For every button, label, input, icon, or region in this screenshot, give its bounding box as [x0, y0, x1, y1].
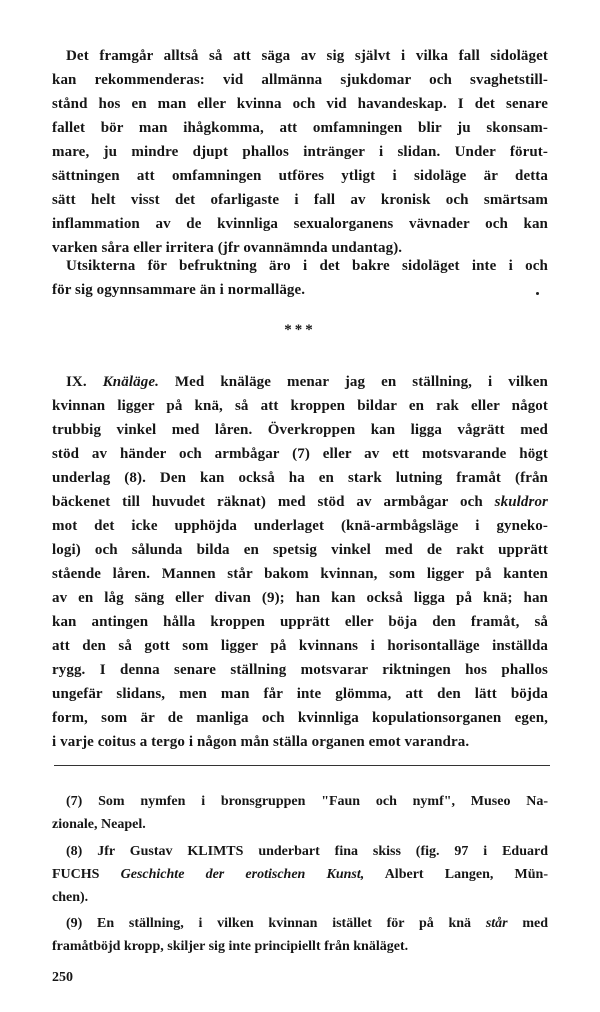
- page-number: 250: [52, 970, 73, 985]
- footnote-line: framåtböjd kropp, skiljer sig inte principiellt från knäläget.: [52, 939, 409, 954]
- section-separator: ***: [284, 322, 316, 338]
- text-line: av en låg säng eller divan (9); han kan också ligga på knä; han: [52, 590, 548, 606]
- text-line: logi) och sålunda bilda en spetsig vinkel med de rakt upprätt: [52, 542, 548, 558]
- footnote-line: chen).: [52, 890, 89, 905]
- text-line: kan rekommenderas: vid allmänna sjukdomar och svaghetstill-: [52, 72, 548, 88]
- italic-word: skuldror: [494, 494, 548, 510]
- footnote-line: [52, 863, 548, 886]
- footnote-line: (7) Som nymfen i bronsgruppen "Faun och nymf", Museo Na-: [66, 794, 548, 809]
- text-fragment: med: [522, 916, 549, 931]
- book-title: Geschichte der erotischen Kunst,: [120, 867, 365, 882]
- text-line: att den så gott som ligger på kvinnans i horisontalläge inställda: [52, 638, 548, 654]
- footnote-divider: [54, 765, 550, 766]
- footnote-8: [52, 840, 548, 909]
- italic-word: står: [485, 916, 508, 931]
- text-line-with-italic: [52, 490, 548, 514]
- footnote-line: (8) Jfr Gustav KLIMTS underbart fina skiss (fig. 97 i Eduard: [66, 844, 548, 859]
- publisher: Albert Langen, Mün-: [384, 867, 549, 882]
- text-line: kvinnan ligger på knä, så att kroppen bildar en rak eller något: [52, 398, 548, 414]
- stray-dot: [536, 292, 539, 295]
- paragraph-fertility: [52, 254, 548, 302]
- section-term: Knäläge.: [102, 374, 159, 390]
- author-name: FUCHS: [52, 867, 100, 882]
- text-line: i varje coitus a tergo i någon mån ställa organen emot varandra.: [52, 734, 470, 750]
- text-line: trubbig vinkel med låren. Överkroppen kan ligga vågrätt med: [52, 422, 548, 438]
- footnote-line: [52, 912, 548, 935]
- text-line: mot det icke upphöjda underlaget (knä-armbågsläge i gyneko-: [52, 518, 548, 534]
- text-line: fallet bör man ihågkomma, att omfamningen blir ju skonsam-: [52, 120, 548, 136]
- text-line: Det framgår alltså så att säga av sig självt i vilka fall sidoläget: [66, 48, 548, 64]
- text-fragment: bäckenet till huvudet räknat) med stöd av armbågar och: [52, 494, 483, 510]
- text-line: inflammation av de kvinnliga sexualorganens vävnader och kan: [52, 216, 548, 232]
- footnote-9: [52, 912, 548, 958]
- text-line: Utsikterna för befruktning äro i det bakre sidoläget inte i och: [66, 258, 548, 274]
- text-line: för sig ogynnsammare än i normalläge.: [52, 282, 306, 298]
- footnote-line: zionale, Neapel.: [52, 817, 146, 832]
- text-line: kan antingen hålla kroppen upprätt eller böja den framåt, så: [52, 614, 548, 630]
- paragraph-kneeposition: [52, 370, 548, 754]
- footnote-7: [52, 790, 548, 836]
- text-line: mare, ju mindre djupt phallos intränger i slidan. Under förut-: [52, 144, 548, 160]
- text-line: ungefär slidans, men man får inte glömma, att den lätt böjda: [52, 686, 548, 702]
- section-intro-text: Med knäläge menar jag en ställning, i vilken: [174, 374, 548, 390]
- paragraph-sideposition: [52, 44, 548, 260]
- section-number: IX.: [66, 374, 87, 390]
- text-line: varken såra eller irritera (jfr ovannämnda undantag).: [52, 240, 403, 256]
- text-line: sätt helt visst det ofarligaste i fall av kronisk och smärtsam: [52, 192, 548, 208]
- text-line: rygg. I denna senare ställning motsvarar riktningen hos phallos: [52, 662, 548, 678]
- section-heading-line: [52, 370, 548, 394]
- text-line: stöd av händer och armbågar (7) eller av ett motsvarande högt: [52, 446, 548, 462]
- text-line: stånd hos en man eller kvinna och vid havandeskap. I det senare: [52, 96, 548, 112]
- text-fragment: (9) En ställning, i vilken kvinnan istället för på knä: [66, 916, 472, 931]
- text-line: form, som är de manliga och kvinnliga kopulationsorganen egen,: [52, 710, 548, 726]
- text-line: underlag (8). Den kan också ha en stark lutning framåt (från: [52, 470, 548, 486]
- text-line: sättningen att omfamningen utföres ytligt i sidoläge är detta: [52, 168, 548, 184]
- text-line: stående låren. Mannen står bakom kvinnan, som ligger på kanten: [52, 566, 548, 582]
